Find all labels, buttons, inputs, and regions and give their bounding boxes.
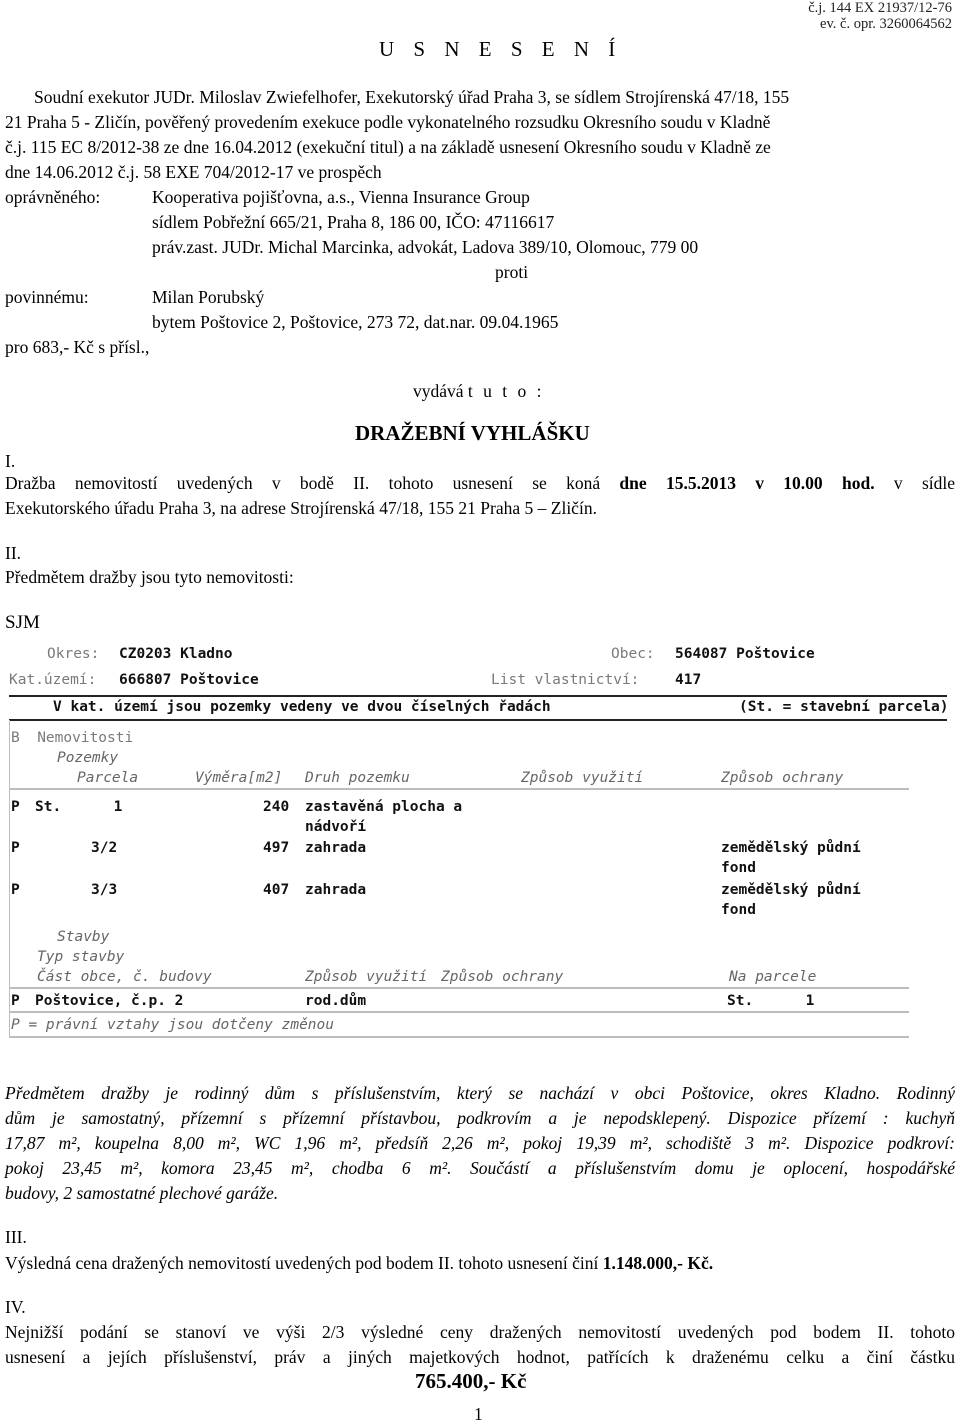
col-na-parcele: Na parcele <box>729 969 817 985</box>
debtor-name: Milan Porubský <box>152 287 265 307</box>
row-2-kind: zahrada <box>305 840 367 856</box>
typ-stavby-label: Typ stavby <box>37 949 125 965</box>
section-2-text: Předmětem dražby jsou tyto nemovitosti: <box>5 567 294 587</box>
section-1-text-a: Dražba nemovitostí uvedených v bodě II. tohoto usnesení se koná <box>5 473 601 493</box>
debtor-label: povinnému: <box>5 287 89 307</box>
row-1-flag: P <box>11 799 20 815</box>
cadastre-notice: V kat. území jsou pozemky vedeny ve dvou číselných řadách <box>53 699 551 715</box>
row-2-area: 497 <box>263 840 290 856</box>
page-number: 1 <box>474 1404 483 1424</box>
intro-line-2: 21 Praha 5 - Zličín, pověřený provedením exekuce podle vykonatelného rozsudku Okresního soudu v Kladně <box>5 112 771 132</box>
col-druh: Druh pozemku <box>305 770 410 786</box>
building-flag: P <box>11 993 20 1009</box>
list-label: List vlastnictví: <box>491 672 640 688</box>
list-value: 417 <box>675 672 702 688</box>
section-4-line-2: usnesení a jejích příslušenství, práv a jiných majetkových hodnot, patřících k draženému celku a činí částku <box>5 1347 955 1367</box>
row-2-flag: P <box>11 840 20 856</box>
row-1-kind-2: nádvoří <box>305 819 367 835</box>
result-price: 1.148.000,- Kč. <box>602 1253 714 1273</box>
issues-word: vydává <box>413 381 464 401</box>
section-b-label: B Nemovitosti <box>11 730 134 746</box>
auction-date: dne 15.5.2013 v 10.00 hod. <box>619 473 875 493</box>
col-zpusob: Způsob využití <box>521 770 644 786</box>
cadastral-extract <box>5 640 955 1060</box>
col-ochrana: Způsob ochrany <box>721 770 844 786</box>
obec-value: 564087 Poštovice <box>675 646 815 662</box>
row-1-kind: zastavěná plocha a <box>305 799 463 815</box>
section-1-text-b: v sídle <box>893 473 955 493</box>
intro-line-4: dne 14.06.2012 č.j. 58 EXE 704/2012-17 ve prospěch <box>5 162 382 182</box>
description-line-3: 17,87 m², koupelna 8,00 m², WC 1,96 m², předsíň 2,26 m², pokoj 19,39 m², schodiště 3 m². Dispozice podkroví: <box>5 1133 955 1153</box>
extract-rule-5 <box>9 1011 909 1013</box>
section-2-number: II. <box>5 543 22 563</box>
section-3-number: III. <box>5 1227 27 1247</box>
row-3-flag: P <box>11 882 20 898</box>
col-vymera: Výměra[m2] <box>195 770 283 786</box>
creditor-representative: práv.zast. JUDr. Michal Marcinka, advokát, Ladova 389/10, Olomouc, 779 00 <box>152 237 699 257</box>
property-description <box>5 1082 955 1204</box>
intro-line-1: Soudní exekutor JUDr. Miloslav Zwiefelhofer, Exekutorský úřad Praha 3, se sídlem Strojírenská 47/18, 155 <box>34 87 790 107</box>
section-4-number: IV. <box>5 1297 26 1317</box>
col-parcela: Parcela <box>77 770 139 786</box>
building-name: Poštovice, č.p. 2 <box>35 993 184 1009</box>
section-3-line <box>5 1252 713 1274</box>
creditor-label: oprávněného: <box>5 187 101 207</box>
katuzemi-value: 666807 Poštovice <box>119 672 259 688</box>
sjm-label: SJM <box>5 612 40 633</box>
row-1-area: 240 <box>263 799 290 815</box>
col-zpusob-2: Způsob využití <box>305 969 428 985</box>
katuzemi-label: Kat.území: <box>9 672 97 688</box>
section-1-number: I. <box>5 451 16 471</box>
extract-legend: P = právní vztahy jsou dotčeny změnou <box>11 1017 335 1033</box>
row-2-parcel: 3/2 <box>91 840 118 856</box>
minimum-bid: 765.400,- Kč <box>415 1369 527 1393</box>
building-parcel: St. 1 <box>727 993 815 1009</box>
pozemky-label: Pozemky <box>57 750 119 766</box>
creditor-address: sídlem Pobřežní 665/21, Praha 8, 186 00, IČO: 47116617 <box>152 212 555 232</box>
registry-number: ev. č. opr. 3260064562 <box>820 16 952 32</box>
row-3-protection: zemědělský půdní <box>721 882 861 898</box>
claim-amount: pro 683,- Kč s přísl., <box>5 337 150 357</box>
stavby-label: Stavby <box>57 929 110 945</box>
row-1-parcel: St. 1 <box>35 799 123 815</box>
debtor-address: bytem Poštovice 2, Poštovice, 273 72, dat.nar. 09.04.1965 <box>152 312 559 332</box>
row-3-kind: zahrada <box>305 882 367 898</box>
intro-line-3: č.j. 115 EC 8/2012-38 ze dne 16.04.2012 (exekuční titul) a na základě usnesení Okresního soudu v Kladně ze <box>5 137 771 157</box>
building-use: rod.dům <box>305 993 367 1009</box>
creditor-name: Kooperativa pojišťovna, a.s., Vienna Insurance Group <box>152 187 530 207</box>
cadastre-notice-right: (St. = stavební parcela) <box>739 699 949 715</box>
description-line-2: dům je samostatný, přízemní s přízemní přístavbou, podkrovím a je nepodsklepený. Dispozice přízemí : kuchyň <box>5 1108 955 1128</box>
reference-numbers <box>808 0 952 32</box>
description-line-4: pokoj 23,45 m², komora 23,45 m², chodba 6 m². Součástí a příslušenstvím domu je oplocení, hospodářské <box>5 1158 955 1178</box>
description-line-5: budovy, 2 samostatné plechové garáže. <box>5 1183 279 1203</box>
section-3-text: Výsledná cena dražených nemovitostí uvedených pod bodem II. tohoto usnesení činí <box>5 1253 599 1273</box>
section-1-line-1 <box>5 472 955 494</box>
issues-line <box>413 380 545 402</box>
col-ochrana-2: Způsob ochrany <box>441 969 564 985</box>
description-line-1: Předmětem dražby je rodinný dům s příslušenstvím, který se nachází v obci Poštovice, okres Kladno. Rodinný <box>5 1083 955 1103</box>
row-3-protection-2: fond <box>721 902 756 918</box>
extract-left-border <box>9 720 10 1038</box>
okres-label: Okres: <box>47 646 100 662</box>
okres-value: CZ0203 Kladno <box>119 646 233 662</box>
row-2-protection-2: fond <box>721 860 756 876</box>
row-2-protection: zemědělský půdní <box>721 840 861 856</box>
against-word: proti <box>495 262 529 282</box>
row-3-parcel: 3/3 <box>91 882 118 898</box>
issues-spaced: t u t o : <box>467 381 545 401</box>
case-number: č.j. 144 EX 21937/12-76 <box>808 0 952 16</box>
row-3-area: 407 <box>263 882 290 898</box>
extract-rule-4 <box>9 987 909 989</box>
obec-label: Obec: <box>611 646 655 662</box>
auction-notice-heading: DRAŽEBNÍ VYHLÁŠKU <box>355 421 590 445</box>
col-cast-obce: Část obce, č. budovy <box>37 969 212 985</box>
section-4-line-1: Nejnižší podání se stanoví ve výši 2/3 výsledné ceny dražených nemovitostí uvedených pod bodem II. tohoto <box>5 1322 955 1342</box>
document-title: U S N E S E N Í <box>379 37 623 61</box>
extract-rule-2 <box>9 719 947 721</box>
section-1-line-2: Exekutorského úřadu Praha 3, na adrese Strojírenská 47/18, 155 21 Praha 5 – Zličín. <box>5 498 597 518</box>
extract-rule-6 <box>9 1036 909 1038</box>
extract-rule-3 <box>9 788 909 790</box>
